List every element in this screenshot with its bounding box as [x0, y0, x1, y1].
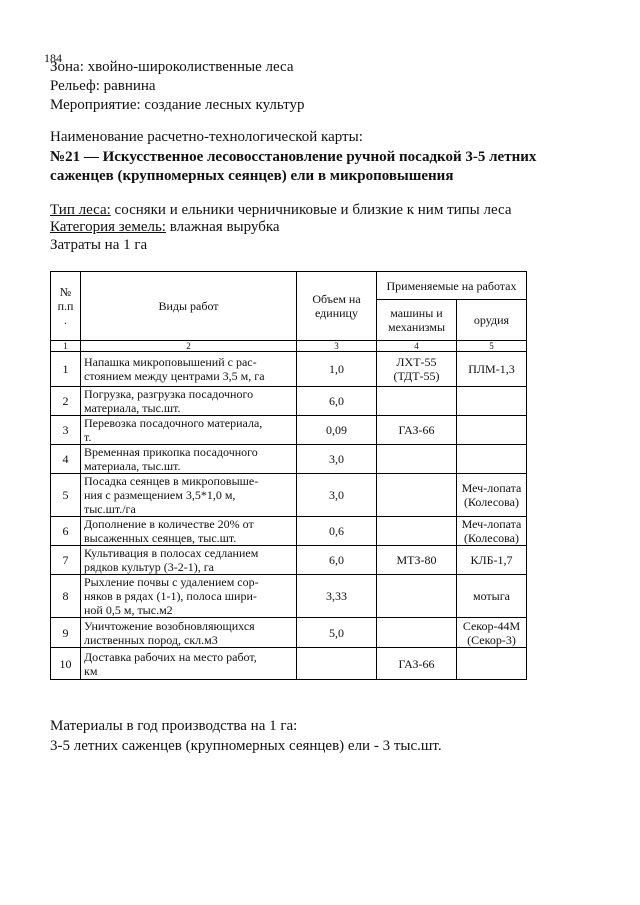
- row-number: 9: [51, 618, 81, 648]
- table-row: [51, 474, 527, 517]
- machines-cell: МТЗ-80: [377, 546, 457, 575]
- column-number: 4: [377, 341, 457, 352]
- work-description: Уничтожение возобновляющихся лиственных пород, скл.м3: [81, 618, 297, 648]
- row-number: 4: [51, 445, 81, 474]
- work-description: Доставка рабочих на место работ, км: [81, 648, 297, 680]
- table-row: [51, 618, 527, 648]
- forest-type-line: [50, 202, 512, 219]
- materials-heading: Материалы в год производства на 1 га:: [50, 718, 298, 734]
- volume-cell: [297, 648, 377, 680]
- materials-line: 3-5 летних саженцев (крупномерных сеянцев) ели - 3 тыс.шт.: [50, 738, 442, 754]
- column-number: 3: [297, 341, 377, 352]
- column-number: 1: [51, 341, 81, 352]
- table-row: [51, 352, 527, 387]
- volume-cell: 1,0: [297, 352, 377, 387]
- zone-line: Зона: хвойно-широколиственные леса: [50, 59, 294, 75]
- machines-cell: [377, 445, 457, 474]
- work-description: Посадка сеянцев в микроповыше- ния с размещением 3,5*1,0 м, тыс.шт./га: [81, 474, 297, 517]
- volume-cell: 3,0: [297, 474, 377, 517]
- table-row: [51, 546, 527, 575]
- forest-type-label: Тип леса:: [50, 202, 111, 218]
- machines-cell: [377, 575, 457, 618]
- tools-cell: ПЛМ-1,3: [457, 352, 527, 387]
- land-category-value: влажная вырубка: [165, 219, 280, 235]
- machines-cell: [377, 618, 457, 648]
- column-number: 5: [457, 341, 527, 352]
- header-applied: Применяемые на работах: [377, 272, 527, 300]
- table-row: [51, 575, 527, 618]
- header-num: № п.п .: [51, 272, 81, 341]
- land-category-line: [50, 219, 280, 236]
- table-row: [51, 387, 527, 416]
- tools-cell: мотыга: [457, 575, 527, 618]
- work-description: Погрузка, разгрузка посадочного материала, тыс.шт.: [81, 387, 297, 416]
- row-number: 5: [51, 474, 81, 517]
- page-number: 184: [44, 51, 62, 65]
- volume-cell: 6,0: [297, 387, 377, 416]
- tools-cell: Меч-лопата (Колесова): [457, 517, 527, 546]
- machines-cell: ГАЗ-66: [377, 648, 457, 680]
- work-description: Напашка микроповышений с рас- стоянием между центрами 3,5 м, га: [81, 352, 297, 387]
- card-title-line-2: саженцев (крупномерных сеянцев) ели в микроповышения: [50, 168, 454, 184]
- card-title-line-1: №21 — Искусственное лесовосстановление ручной посадкой 3-5 летних: [50, 149, 537, 165]
- land-category-label: Категория земель:: [50, 219, 166, 235]
- tools-cell: КЛБ-1,7: [457, 546, 527, 575]
- row-number: 6: [51, 517, 81, 546]
- table-row: [51, 648, 527, 680]
- work-description: Перевозка посадочного материала, т.: [81, 416, 297, 445]
- costs-line: Затраты на 1 га: [50, 237, 148, 253]
- work-description: Культивация в полосах седланием рядков культур (3-2-1), га: [81, 546, 297, 575]
- table-row: [51, 517, 527, 546]
- relief-line: Рельеф: равнина: [50, 78, 156, 94]
- card-heading: Наименование расчетно-технологической карты:: [50, 129, 363, 145]
- header-tools: орудия: [457, 300, 527, 341]
- header-machines: машины и механизмы: [377, 300, 457, 341]
- column-number: 2: [81, 341, 297, 352]
- header-volume: Объем на единицу: [297, 272, 377, 341]
- header-row: [51, 272, 527, 300]
- volume-cell: 3,0: [297, 445, 377, 474]
- forest-type-value: сосняки и ельники черничниковые и близкие к ним типы леса: [110, 202, 512, 218]
- volume-cell: 0,6: [297, 517, 377, 546]
- machines-cell: ЛХТ-55 (ТДТ-55): [377, 352, 457, 387]
- machines-cell: [377, 474, 457, 517]
- works-table: [50, 271, 527, 680]
- table-row: [51, 416, 527, 445]
- row-number: 7: [51, 546, 81, 575]
- tools-cell: [457, 648, 527, 680]
- column-numbers-row: [51, 341, 527, 352]
- tools-cell: [457, 387, 527, 416]
- volume-cell: 3,33: [297, 575, 377, 618]
- tools-cell: Меч-лопата (Колесова): [457, 474, 527, 517]
- tools-cell: [457, 445, 527, 474]
- work-description: Рыхление почвы с удалением сор- няков в рядах (1-1), полоса шири- ной 0,5 м, тыс.м2: [81, 575, 297, 618]
- volume-cell: 5,0: [297, 618, 377, 648]
- measure-line: Мероприятие: создание лесных культур: [50, 97, 305, 113]
- row-number: 3: [51, 416, 81, 445]
- row-number: 2: [51, 387, 81, 416]
- machines-cell: [377, 517, 457, 546]
- table-body: [51, 352, 527, 680]
- machines-cell: ГАЗ-66: [377, 416, 457, 445]
- table-row: [51, 445, 527, 474]
- row-number: 8: [51, 575, 81, 618]
- work-description: Дополнение в количестве 20% от высаженных сеянцев, тыс.шт.: [81, 517, 297, 546]
- tools-cell: [457, 416, 527, 445]
- header-works: Виды работ: [81, 272, 297, 341]
- work-description: Временная прикопка посадочного материала, тыс.шт.: [81, 445, 297, 474]
- tools-cell: Секор-44М (Секор-3): [457, 618, 527, 648]
- row-number: 10: [51, 648, 81, 680]
- row-number: 1: [51, 352, 81, 387]
- machines-cell: [377, 387, 457, 416]
- volume-cell: 0,09: [297, 416, 377, 445]
- volume-cell: 6,0: [297, 546, 377, 575]
